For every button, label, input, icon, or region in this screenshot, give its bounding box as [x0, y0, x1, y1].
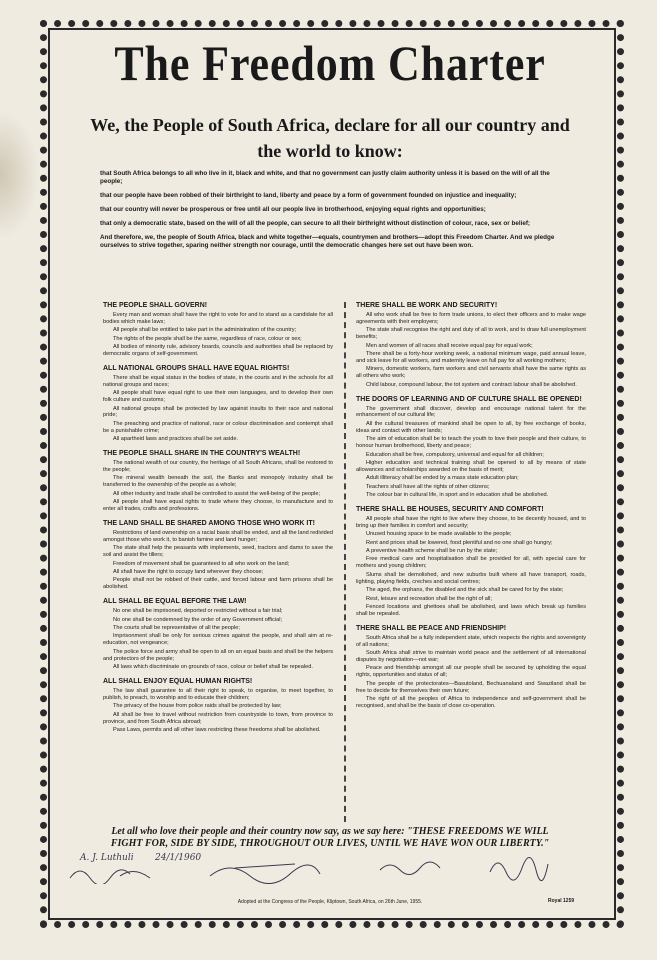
section-clause: All other industry and trade shall be controlled to assist the well-being of the people;: [113, 490, 321, 497]
charter-section: [103, 598, 333, 671]
section-clause: The preaching and practice of national, race or colour discrimination and contempt shall be a punishable crime;: [103, 420, 333, 434]
section-clause: The law shall guarantee to all their right to speak, to organise, to meet together, to publish, to preach, to worship and to educate their children;: [103, 687, 333, 701]
preamble-paragraph: that only a democratic state, based on the will of all the people, can secure to all their birthright without distinction of colour, race, sex or belief;: [100, 220, 531, 227]
section-clause: No one shall be condemned by the order of any Government official;: [113, 616, 283, 623]
charter-section: [103, 450, 333, 513]
section-clause: Education shall be free, compulsory, universal and equal for all children;: [366, 451, 544, 458]
section-heading: ALL NATIONAL GROUPS SHALL HAVE EQUAL RIGHTS!: [103, 364, 290, 372]
section-clause: The colour bar in cultural life, in sport and in education shall be abolished.: [366, 492, 549, 499]
document-title: The Freedom Charter: [114, 35, 546, 91]
section-clause: The national wealth of our country, the heritage of all South Africans, shall be restored to the people;: [103, 460, 333, 473]
section-clause: Child labour, compound labour, the tot system and contract labour shall be abolished.: [366, 381, 577, 388]
signature-scribble: [70, 870, 150, 884]
section-heading: THERE SHALL BE PEACE AND FRIENDSHIP!: [356, 624, 507, 632]
section-clause: All people shall have equal rights to trade where they choose, to manufacture and to enter all trades, crafts and professions.: [103, 499, 333, 513]
section-clause: All shall be free to travel without restriction from countryside to town, from province to province, and from South Africa abroad;: [103, 711, 333, 725]
preamble-paragraph: that our people have been robbed of their birthright to land, liberty and peace by a form of government founded on injustice and inequality;: [100, 192, 517, 199]
section-clause: South Africa shall strive to maintain world peace and the settlement of all international disputes by negotiation—not war;: [356, 650, 586, 663]
preamble-paragraph: And therefore, we, the people of South Africa, black and white together—equals, countrymen and brothers—adopt this Freedom Charter. And we pledge ourselves to strive together, sparing neither strength nor courage, until the democratic changes here set out have been won.: [100, 234, 555, 249]
section-clause: All people shall have equal right to use their own languages, and to develop their own folk culture and customs;: [103, 390, 333, 404]
section-clause: Peace and friendship amongst all our people shall be secured by upholding the equal rights, opportunities and status of all;: [356, 665, 586, 679]
charter-section: [103, 520, 333, 591]
section-clause: The state shall help the peasants with implements, seed, tractors and dams to save the soil and assist the tillers;: [103, 545, 333, 559]
section-clause: The right of all the peoples of Africa to independence and self-government shall be recognised, and shall be the basis of close co-operation.: [356, 695, 586, 709]
section-heading: ALL SHALL BE EQUAL BEFORE THE LAW!: [103, 598, 247, 606]
charter-section: [356, 302, 586, 389]
section-clause: Free medical care and hospitalisation shall be provided for all, with special care for mothers and young children;: [356, 556, 586, 570]
section-clause: Every man and woman shall have the right to vote for and to stand as a candidate for all bodies which make laws;: [103, 312, 333, 325]
section-clause: All the cultural treasures of mankind shall be open to all, by free exchange of books, ideas and contact with other lands;: [356, 420, 586, 434]
section-clause: Freedom of movement shall be guaranteed to all who work on the land;: [113, 560, 290, 567]
right-column: [356, 302, 586, 717]
section-clause: The courts shall be representative of all the people;: [113, 625, 240, 631]
section-clause: Unused housing space to be made available to the people;: [366, 531, 512, 538]
charter-section: [103, 302, 333, 358]
section-clause: Fenced locations and ghettoes shall be abolished, and laws which break up families shall be repealed.: [356, 603, 586, 617]
section-heading: THE DOORS OF LEARNING AND OF CULTURE SHALL BE OPENED!: [356, 395, 582, 403]
signature-scribble: [380, 862, 440, 875]
document-subtitle: We, the People of South Africa, declare for all our country and the world to know:: [90, 115, 570, 161]
signature-name: A. J. Luthuli: [80, 853, 134, 863]
section-clause: Adult illiteracy shall be ended by a mass state education plan;: [366, 475, 519, 482]
section-clause: All who work shall be free to form trade unions, to elect their officers and to make wage agreements with their employers;: [356, 312, 586, 325]
charter-section: [356, 625, 586, 710]
section-clause: The state shall recognise the right and duty of all to work, and to draw full unemployment benefits;: [356, 327, 586, 341]
section-clause: The aged, the orphans, the disabled and the sick shall be cared for by the state;: [366, 587, 564, 594]
charter-section: [103, 365, 333, 443]
preamble: [100, 170, 555, 256]
section-clause: Higher education and technical training shall be opened to all by means of state allowances and scholarships awarded on the basis of merit;: [356, 459, 586, 473]
section-clause: All bodies of minority rule, advisory boards, councils and authorities shall be replaced by democratic organs of self-government.: [103, 344, 333, 358]
section-clause: Miners, domestic workers, farm workers and civil servants shall have the same rights as all others who work;: [356, 366, 586, 380]
section-clause: Slums shall be demolished, and new suburbs built where all have transport, roads, lighting, playing fields, creches and social centres;: [356, 571, 586, 585]
section-clause: The aim of education shall be to teach the youth to love their people and their culture, to honour human brotherhood, liberty and peace;: [356, 436, 586, 450]
section-clause: All people shall be entitled to take part in the administration of the country;: [113, 327, 297, 334]
signature-date: 24/1/1960: [155, 853, 202, 863]
column-divider: [344, 302, 346, 822]
section-clause: Rent and prices shall be lowered, food plentiful and no one shall go hungry;: [366, 539, 553, 546]
section-clause: The privacy of the house from police raids shall be protected by law;: [113, 703, 282, 710]
section-clause: No one shall be imprisoned, deported or restricted without a fair trial;: [113, 608, 283, 615]
section-clause: All people shall have the right to live where they choose, to be decently housed, and to bring up their families in comfort and security;: [356, 515, 586, 529]
section-clause: A preventive health scheme shall be run by the state;: [366, 548, 498, 555]
section-clause: There shall be equal status in the bodies of state, in the courts and in the schools for all national groups and races;: [103, 374, 333, 388]
section-clause: The government shall discover, develop and encourage national talent for the enhancement of our cultural life;: [356, 405, 586, 419]
charter-section: [103, 678, 333, 734]
signatures: [60, 848, 600, 884]
printer-mark: Royal 1259: [548, 898, 575, 904]
section-clause: Rest, leisure and recreation shall be the right of all;: [366, 595, 492, 602]
preamble-paragraph: that South Africa belongs to all who live in it, black and white, and that no government can justly claim authority unless it is based on the will of all the people;: [100, 170, 550, 185]
adoption-note: Adopted at the Congress of the People, Kliptown, South Africa, on 26th June, 1955.: [237, 899, 423, 905]
section-clause: All apartheid laws and practices shall be set aside.: [113, 436, 238, 443]
charter-section: [356, 396, 586, 499]
section-clause: Men and women of all races shall receive equal pay for equal work;: [366, 342, 533, 349]
section-heading: THE PEOPLE SHALL SHARE IN THE COUNTRY'S WEALTH!: [103, 450, 301, 458]
section-heading: THERE SHALL BE HOUSES, SECURITY AND COMFORT!: [356, 505, 544, 513]
section-clause: All national groups shall be protected by law against insults to their race and national pride;: [103, 405, 333, 419]
section-clause: Imprisonment shall be only for serious crimes against the people, and shall aim at re-education, not vengeance;: [103, 633, 333, 647]
section-clause: All laws which discriminate on grounds of race, colour or belief shall be repealed.: [113, 664, 313, 671]
section-clause: The people of the protectorates—Basutoland, Bechuanaland and Swaziland shall be free to decide for themselves their own future;: [356, 680, 586, 694]
section-clause: The police force and army shall be open to all on an equal basis and shall be the helpers and protectors of the people;: [103, 648, 333, 662]
section-clause: Pass Laws, permits and all other laws restricting these freedoms shall be abolished.: [113, 726, 321, 733]
paper-stain: [0, 110, 40, 240]
preamble-paragraph: that our country will never be prosperous or free until all our people live in brotherhood, enjoying equal rights and opportunities;: [100, 206, 486, 213]
closing-statement: Let all who love their people and their country now say, as we say here: "THESE FREEDOMS WE WILL FIGHT FOR, SIDE BY SIDE, THROUGHOUT OUR LIVES, UNTIL WE HAVE WON OUR LIBERTY.": [110, 826, 550, 849]
section-clause: All shall have the right to occupy land wherever they choose;: [113, 568, 264, 575]
section-heading: ALL SHALL ENJOY EQUAL HUMAN RIGHTS!: [103, 677, 253, 685]
signature-scribble: [210, 864, 320, 884]
section-heading: THE PEOPLE SHALL GOVERN!: [103, 302, 208, 309]
section-clause: The rights of the people shall be the same, regardless of race, colour or sex;: [113, 335, 302, 342]
section-clause: There shall be a forty-hour working week, a national minimum wage, paid annual leave, and sick leave for all workers, and maternity leave on full pay for all working mothers;: [356, 351, 586, 364]
section-clause: Restrictions of land ownership on a racial basis shall be ended, and all the land redivided amongst those who work it, to banish famine and land hunger;: [103, 529, 333, 543]
section-clause: The mineral wealth beneath the soil, the Banks and monopoly industry shall be transferred to the ownership of the people as a whole;: [103, 475, 333, 489]
section-clause: People shall not be robbed of their cattle, and forced labour and farm prisons shall be abolished.: [103, 577, 333, 591]
section-heading: THE LAND SHALL BE SHARED AMONG THOSE WHO WORK IT!: [103, 519, 315, 527]
signature-scribble: [490, 857, 548, 880]
section-clause: Teachers shall have all the rights of other citizens;: [366, 483, 490, 490]
section-clause: South Africa shall be a fully independent state, which respects the rights and sovereignty of all nations;: [356, 634, 586, 648]
charter-section: [356, 506, 586, 618]
section-heading: THERE SHALL BE WORK AND SECURITY!: [356, 302, 498, 309]
left-column: [103, 302, 333, 741]
